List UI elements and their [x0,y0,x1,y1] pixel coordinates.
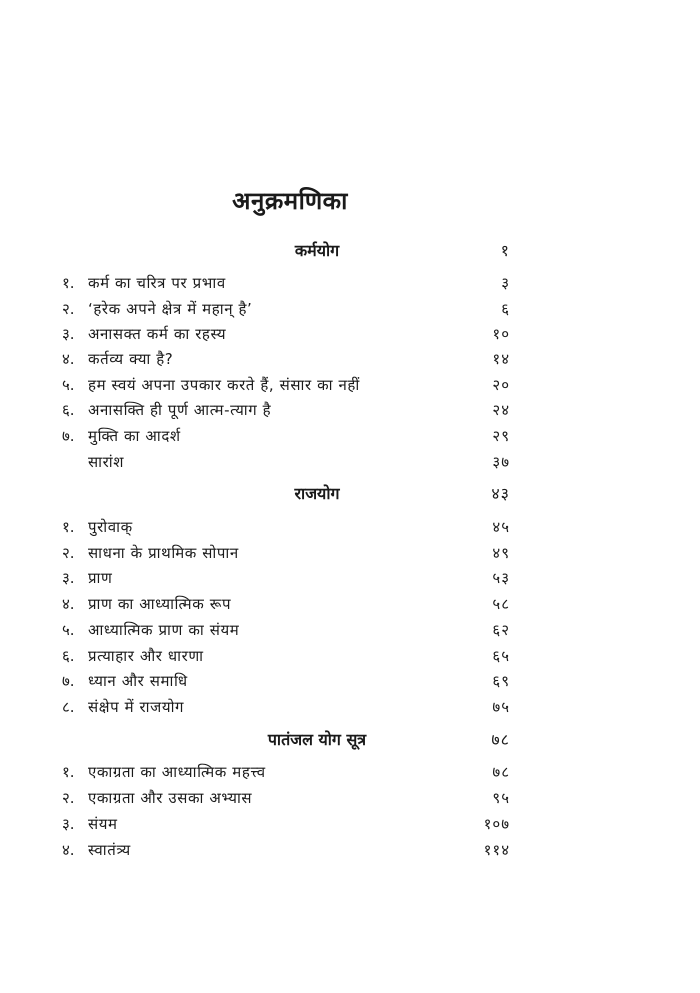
entry-page-number: ४९ [492,544,510,562]
entry-title: अनासक्ति ही पूर्ण आत्म-त्याग है [88,401,272,419]
entry-number: २. [62,789,75,807]
toc-entry [62,812,510,836]
page-title: अनुक्रमणिका [232,187,348,215]
entry-title: एकाग्रता का आध्यात्मिक महत्त्व [88,763,266,781]
toc-entry [62,644,510,668]
entry-page-number: ११४ [483,841,510,859]
entry-number: ५. [62,621,75,639]
entry-page-number: ६ [501,300,510,318]
section-page-number: ७८ [491,730,510,749]
section-title: पातंजल योग सूत्र [267,730,367,749]
entry-page-number: ९५ [492,789,510,807]
entry-page-number: ६५ [492,647,510,665]
entry-title: आध्यात्मिक प्राण का संयम [88,621,240,639]
toc-entry [62,297,510,321]
entry-page-number: १०७ [483,815,510,833]
entry-number: ४. [62,841,75,859]
entry-number: २. [62,544,75,562]
section-title: राजयोग [294,484,340,503]
entry-page-number: ५३ [492,569,510,587]
section-page-number: ४३ [491,484,510,503]
toc-entry [62,760,510,784]
toc-entry [62,373,510,397]
entry-page-number: ३७ [492,453,510,471]
entry-title: एकाग्रता और उसका अभ्यास [88,789,253,807]
toc-entry [62,592,510,616]
entry-title: ध्यान और समाधि [88,672,188,690]
toc-entry [62,541,510,565]
section-heading-rajayoga [62,481,510,507]
entry-title: पुरोवाक् [88,518,133,536]
entry-title: संयम [88,815,118,833]
entry-title: कर्म का चरित्र पर प्रभाव [88,274,226,292]
section-title: कर्मयोग [294,241,340,260]
entry-number: ३. [62,815,75,833]
entry-page-number: १० [492,325,510,343]
toc-entry [62,838,510,862]
entry-number: १. [62,274,75,292]
entry-number: ३. [62,569,75,587]
entry-title: प्राण का आध्यात्मिक रूप [88,595,232,613]
toc-entry [62,515,510,539]
toc-entry [62,566,510,590]
entry-page-number: २९ [492,427,510,445]
toc-entry [62,450,510,474]
entry-number: ७. [62,427,75,445]
entry-title: साधना के प्राथमिक सोपान [88,544,239,562]
entry-title: स्वातंत्र्य [88,841,131,859]
entry-title: मुक्ति का आदर्श [88,427,181,445]
entry-number: ४. [62,595,75,613]
toc-entry [62,618,510,642]
entry-title: सारांश [88,453,125,471]
entry-page-number: ४५ [492,518,510,536]
entry-title: प्राण [88,569,113,587]
entry-number: ५. [62,376,75,394]
entry-page-number: २० [492,376,510,394]
entry-page-number: ७८ [492,763,510,781]
entry-page-number: ७५ [492,698,510,716]
section-heading-patanjal-yoga-sutra [62,727,510,753]
entry-number: ४. [62,350,75,368]
toc-entry [62,322,510,346]
toc-entry [62,669,510,693]
toc-entry [62,347,510,371]
entry-number: ३. [62,325,75,343]
entry-number: ७. [62,672,75,690]
entry-title: प्रत्याहार और धारणा [88,647,204,665]
entry-title: कर्तव्य क्या है? [88,350,174,368]
toc-entry [62,695,510,719]
entry-page-number: १४ [492,350,510,368]
entry-title: ‘हरेक अपने क्षेत्र में महान् है’ [88,300,253,318]
entry-page-number: २४ [492,401,510,419]
toc-entry [62,424,510,448]
entry-title: हम स्वयं अपना उपकार करते हैं, संसार का नहीं [88,376,360,394]
section-heading-karmayoga [62,238,510,264]
entry-number: १. [62,763,75,781]
entry-title: संक्षेप में राजयोग [88,698,185,716]
entry-number: ६. [62,647,75,665]
toc-entry [62,398,510,422]
entry-page-number: ३ [501,274,510,292]
section-page-number: १ [500,241,510,260]
entry-number: १. [62,518,75,536]
entry-page-number: ६९ [492,672,510,690]
entry-number: ६. [62,401,75,419]
entry-page-number: ६२ [492,621,510,639]
entry-page-number: ५८ [492,595,510,613]
entry-title: अनासक्त कर्म का रहस्य [88,325,227,343]
toc-entry [62,786,510,810]
toc-entry [62,271,510,295]
entry-number: ८. [62,698,75,716]
entry-number: २. [62,300,75,318]
